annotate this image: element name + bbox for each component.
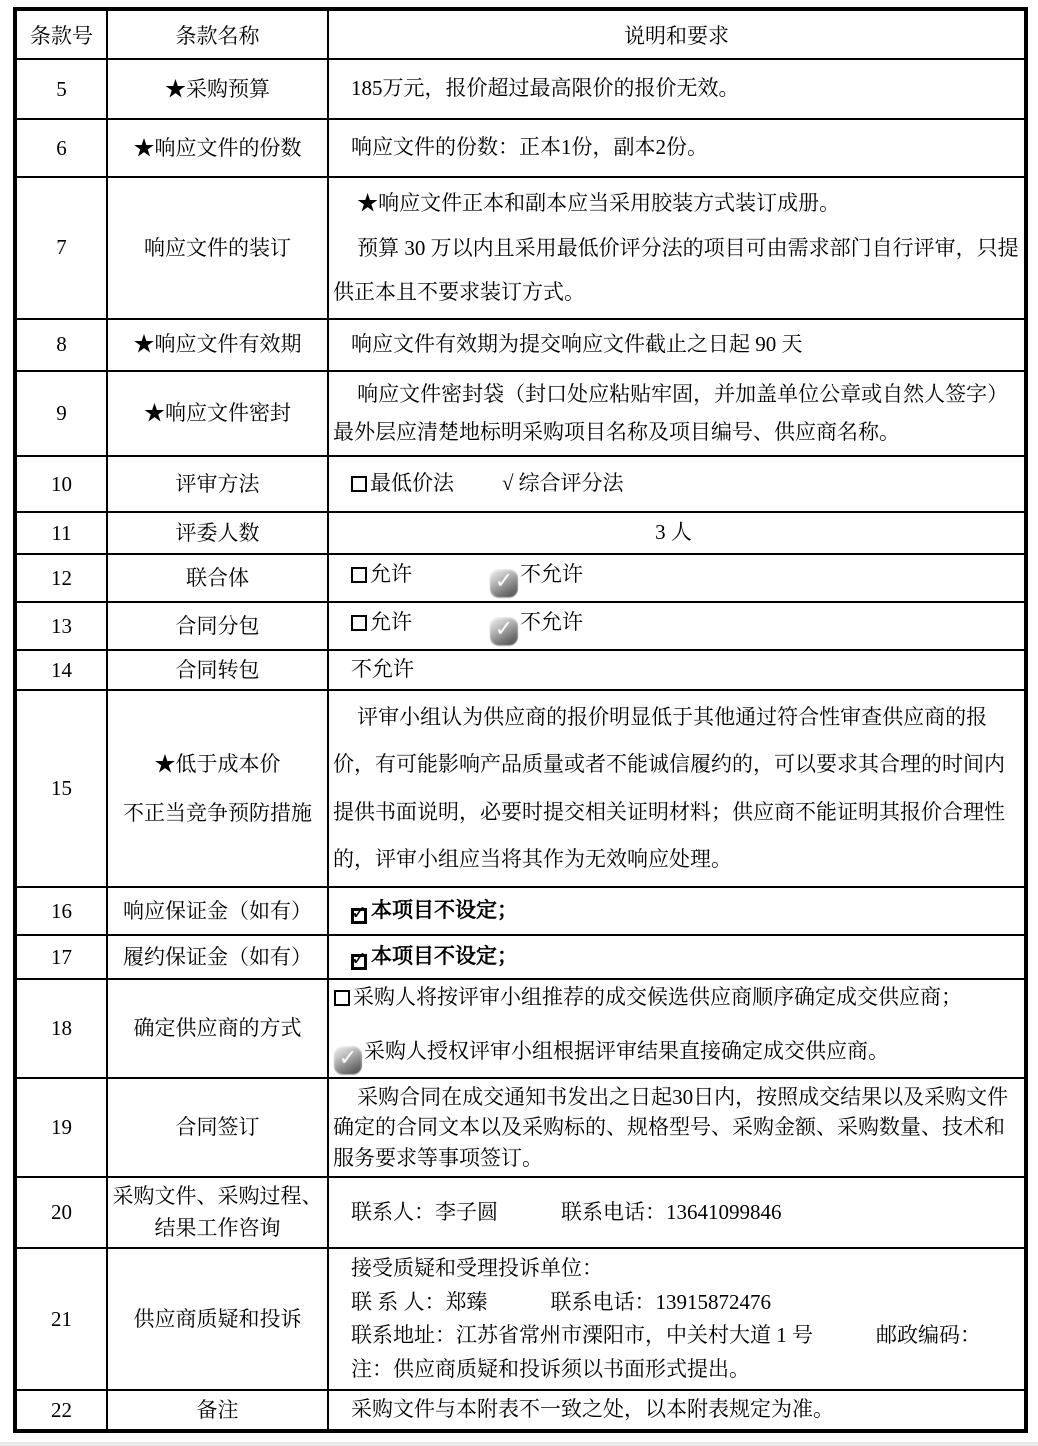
- clause-no-cell: 15: [15, 690, 107, 887]
- table-row: [15, 1390, 1026, 1431]
- content-line: [333, 1082, 1021, 1173]
- text-run: 响应文件的份数：正本1份，副本2份。: [351, 135, 708, 160]
- clause-content-cell: [328, 512, 1026, 554]
- clause-name-line: ★低于成本价: [154, 752, 281, 777]
- clause-no-cell: 19: [15, 1078, 107, 1177]
- text-run: 不允许: [351, 657, 414, 682]
- clause-name-cell: [107, 979, 328, 1077]
- clause-name-cell: [107, 371, 328, 457]
- content-line: [334, 1037, 1018, 1074]
- content-line: [351, 1394, 1018, 1426]
- clause-no-cell: 21: [15, 1248, 107, 1390]
- clause-content-cell: [328, 1390, 1026, 1431]
- clause-no-cell: 5: [15, 59, 107, 119]
- clause-no-cell: 22: [15, 1390, 107, 1431]
- clause-no-cell: 14: [15, 650, 107, 690]
- clause-no-cell: 7: [15, 177, 107, 319]
- clause-name-line: ★响应文件密封: [144, 401, 291, 426]
- clause-name-line: 确定供应商的方式: [133, 1016, 302, 1041]
- clause-name-cell: [107, 650, 328, 690]
- gray-check-icon: [334, 1046, 362, 1074]
- clause-name-cell: [107, 319, 328, 371]
- column-header-clause-name: 条款名称: [107, 9, 328, 59]
- clause-name-cell: [107, 1177, 328, 1248]
- clause-name-line: 采购文件、采购过程、: [112, 1183, 323, 1208]
- clause-no-cell: 18: [15, 979, 107, 1077]
- text-run: 不允许: [520, 562, 583, 587]
- table-row: [15, 59, 1026, 119]
- clause-no-cell: 8: [15, 319, 107, 371]
- clause-content-cell: [328, 1248, 1026, 1390]
- clause-content-cell: [328, 319, 1026, 371]
- clause-content-cell: [328, 1177, 1026, 1248]
- clause-no-cell: 10: [15, 456, 107, 512]
- table-row: [15, 650, 1026, 690]
- text-run: 接受质疑和受理投诉单位：: [351, 1256, 603, 1281]
- column-header-description: 说明和要求: [328, 9, 1026, 59]
- text-run: 最低价法: [370, 471, 454, 496]
- content-line: [333, 181, 1021, 226]
- clause-name-cell: [107, 554, 328, 602]
- table-body: [15, 59, 1026, 1431]
- clause-name-cell: [107, 119, 328, 177]
- clause-name-line: 合同分包: [175, 613, 260, 638]
- clause-content-cell: [328, 979, 1026, 1077]
- text-run: 本项目不设定；: [371, 898, 518, 923]
- clause-name-line: 响应保证金（如有）: [123, 898, 312, 923]
- text-run: 3 人: [655, 520, 692, 545]
- content-line: [351, 1286, 1018, 1320]
- table-row: [15, 177, 1026, 319]
- text-run: ★响应文件正本和副本应当采用胶装方式装订成册。: [357, 191, 841, 215]
- content-line: [351, 1319, 1018, 1353]
- clause-content-cell: [328, 554, 1026, 602]
- text-run: 185万元，报价超过最高限价的报价无效。: [351, 76, 740, 101]
- table-row: [15, 1078, 1026, 1177]
- procurement-clauses-table: [13, 7, 1028, 1433]
- clause-name-cell: [107, 177, 328, 319]
- clause-name-line: 联合体: [186, 565, 249, 590]
- content-line: [351, 468, 1018, 500]
- clause-name-cell: [107, 512, 328, 554]
- header-row: [15, 9, 1026, 59]
- table-row: [15, 371, 1026, 457]
- clause-name-line: 合同签订: [175, 1115, 260, 1139]
- checkbox-unchecked-icon: [351, 615, 367, 631]
- text-run: 不允许: [520, 610, 583, 635]
- content-line: [351, 517, 1018, 549]
- clause-name-line: 供应商质疑和投诉: [133, 1306, 302, 1331]
- clause-name-line: ★响应文件的份数: [133, 135, 302, 160]
- checkbox-unchecked-icon: [351, 567, 367, 583]
- text-run: 联系地址：江苏省常州市溧阳市，中关村大道 1 号 邮政编码：: [351, 1323, 981, 1348]
- content-line: [333, 226, 1021, 315]
- text-run: 预算 30 万以内且采用最低价评分法的项目可由需求部门自行评审，只提供正本且不要求装订方式。: [333, 235, 1019, 305]
- content-line: [351, 329, 1018, 361]
- clause-content-cell: [328, 690, 1026, 887]
- content-line: [351, 1252, 1018, 1286]
- clause-content-cell: [328, 602, 1026, 650]
- table-row: [15, 1248, 1026, 1390]
- text-run: 联 系 人：郑臻 联系电话：13915872476: [351, 1289, 771, 1314]
- clause-content-cell: [328, 935, 1026, 979]
- column-header-clause-no: 条款号: [15, 9, 107, 59]
- clause-content-cell: [328, 119, 1026, 177]
- content-line: [351, 607, 1018, 645]
- text-run: 响应文件密封袋（封口处应粘贴牢固，并加盖单位公章或自然人签字）最外层应清楚地标明采购项目名称及项目编号、供应商名称。: [333, 381, 1009, 445]
- clause-name-cell: [107, 1390, 328, 1431]
- clause-name-line: 结果工作咨询: [154, 1216, 281, 1241]
- text-run: 允许: [370, 562, 412, 587]
- text-run: 采购文件与本附表不一致之处，以本附表规定为准。: [351, 1397, 834, 1422]
- content-line: [334, 983, 1018, 1012]
- clause-content-cell: [328, 887, 1026, 935]
- content-line: [351, 132, 1018, 164]
- clause-name-line: 评委人数: [175, 520, 260, 545]
- content-line: [333, 694, 1021, 883]
- content-line: [351, 654, 1018, 686]
- text-run: 采购人授权评审小组根据评审结果直接确定成交供应商。: [364, 1038, 889, 1063]
- text-run: 响应文件有效期为提交响应文件截止之日起 90 天: [351, 331, 803, 356]
- text-run: 评审小组认为供应商的报价明显低于其他通过符合性审查供应商的报价，有可能影响产品质量或者不能诚信履约的，可以要求其合理的时间内提供书面说明，必要时提交相关证明材料；供应商不能证明其报价合理性的，评审小组应当将其作为无效响应处理。: [333, 705, 1005, 871]
- clause-no-cell: 9: [15, 371, 107, 457]
- checkbox-unchecked-icon: [334, 990, 350, 1006]
- clause-name-cell: [107, 59, 328, 119]
- table-row: [15, 512, 1026, 554]
- content-line: [351, 941, 1018, 973]
- clause-no-cell: 20: [15, 1177, 107, 1248]
- clause-no-cell: 6: [15, 119, 107, 177]
- gray-check-icon: [490, 569, 518, 597]
- clause-no-cell: 11: [15, 512, 107, 554]
- table-row: [15, 456, 1026, 512]
- clause-no-cell: 16: [15, 887, 107, 935]
- clause-name-cell: [107, 602, 328, 650]
- text-run: 综合评分法: [518, 471, 624, 496]
- clause-content-cell: [328, 650, 1026, 690]
- clause-name-line: ★采购预算: [165, 76, 270, 101]
- clause-name-cell: [107, 1078, 328, 1177]
- text-run: 允许: [370, 610, 412, 635]
- content-line: [351, 1197, 1018, 1229]
- table-row: [15, 554, 1026, 602]
- text-run: 采购合同在成交通知书发出之日起30日内，按照成交结果以及采购文件确定的合同文本以及采购标的、规格型号、采购金额、采购数量、技术和服务要求等事项签订。: [333, 1084, 1009, 1170]
- content-line: [351, 1353, 1018, 1387]
- text-run: 本项目不设定；: [371, 944, 518, 969]
- clause-no-cell: 13: [15, 602, 107, 650]
- clause-name-cell: [107, 456, 328, 512]
- content-line: [351, 559, 1018, 597]
- table-row: [15, 935, 1026, 979]
- text-run: 联系人：李子圆 联系电话：13641099846: [351, 1199, 782, 1224]
- table-row: [15, 690, 1026, 887]
- content-line: [333, 375, 1021, 453]
- clause-content-cell: [328, 371, 1026, 457]
- table-row: [15, 887, 1026, 935]
- clause-name-cell: [107, 887, 328, 935]
- table-row: [15, 319, 1026, 371]
- checkbox-checked-icon: [351, 954, 367, 970]
- table-row: [15, 602, 1026, 650]
- clause-name-line: 评审方法: [175, 471, 260, 496]
- clause-no-cell: 12: [15, 554, 107, 602]
- clause-name-line: 响应文件的装订: [144, 235, 291, 260]
- clause-name-line: 不正当竞争预防措施: [123, 800, 312, 825]
- content-line: [351, 895, 1018, 927]
- clause-content-cell: [328, 456, 1026, 512]
- clause-name-cell: [107, 690, 328, 887]
- clause-name-line: 合同转包: [175, 657, 260, 682]
- check-mark-icon: √: [502, 471, 514, 496]
- checkbox-checked-icon: [351, 908, 367, 924]
- text-run: 注：供应商质疑和投诉须以书面形式提出。: [351, 1356, 750, 1381]
- clause-no-cell: 17: [15, 935, 107, 979]
- clause-content-cell: [328, 59, 1026, 119]
- text-run: 采购人将按评审小组推荐的成交候选供应商顺序确定成交供应商；: [353, 985, 962, 1010]
- checkbox-unchecked-icon: [351, 476, 367, 492]
- clause-name-cell: [107, 1248, 328, 1390]
- clause-name-line: 履约保证金（如有）: [123, 944, 312, 969]
- table-row: [15, 1177, 1026, 1248]
- clause-name-line: 备注: [196, 1397, 239, 1422]
- clause-content-cell: [328, 1078, 1026, 1177]
- table-row: [15, 119, 1026, 177]
- clause-name-cell: [107, 935, 328, 979]
- scan-edge-strip: [0, 1442, 1038, 1446]
- clause-name-line: ★响应文件有效期: [133, 332, 302, 357]
- gray-check-icon: [490, 617, 518, 645]
- table-row: [15, 979, 1026, 1077]
- content-line: [351, 73, 1018, 105]
- clause-content-cell: [328, 177, 1026, 319]
